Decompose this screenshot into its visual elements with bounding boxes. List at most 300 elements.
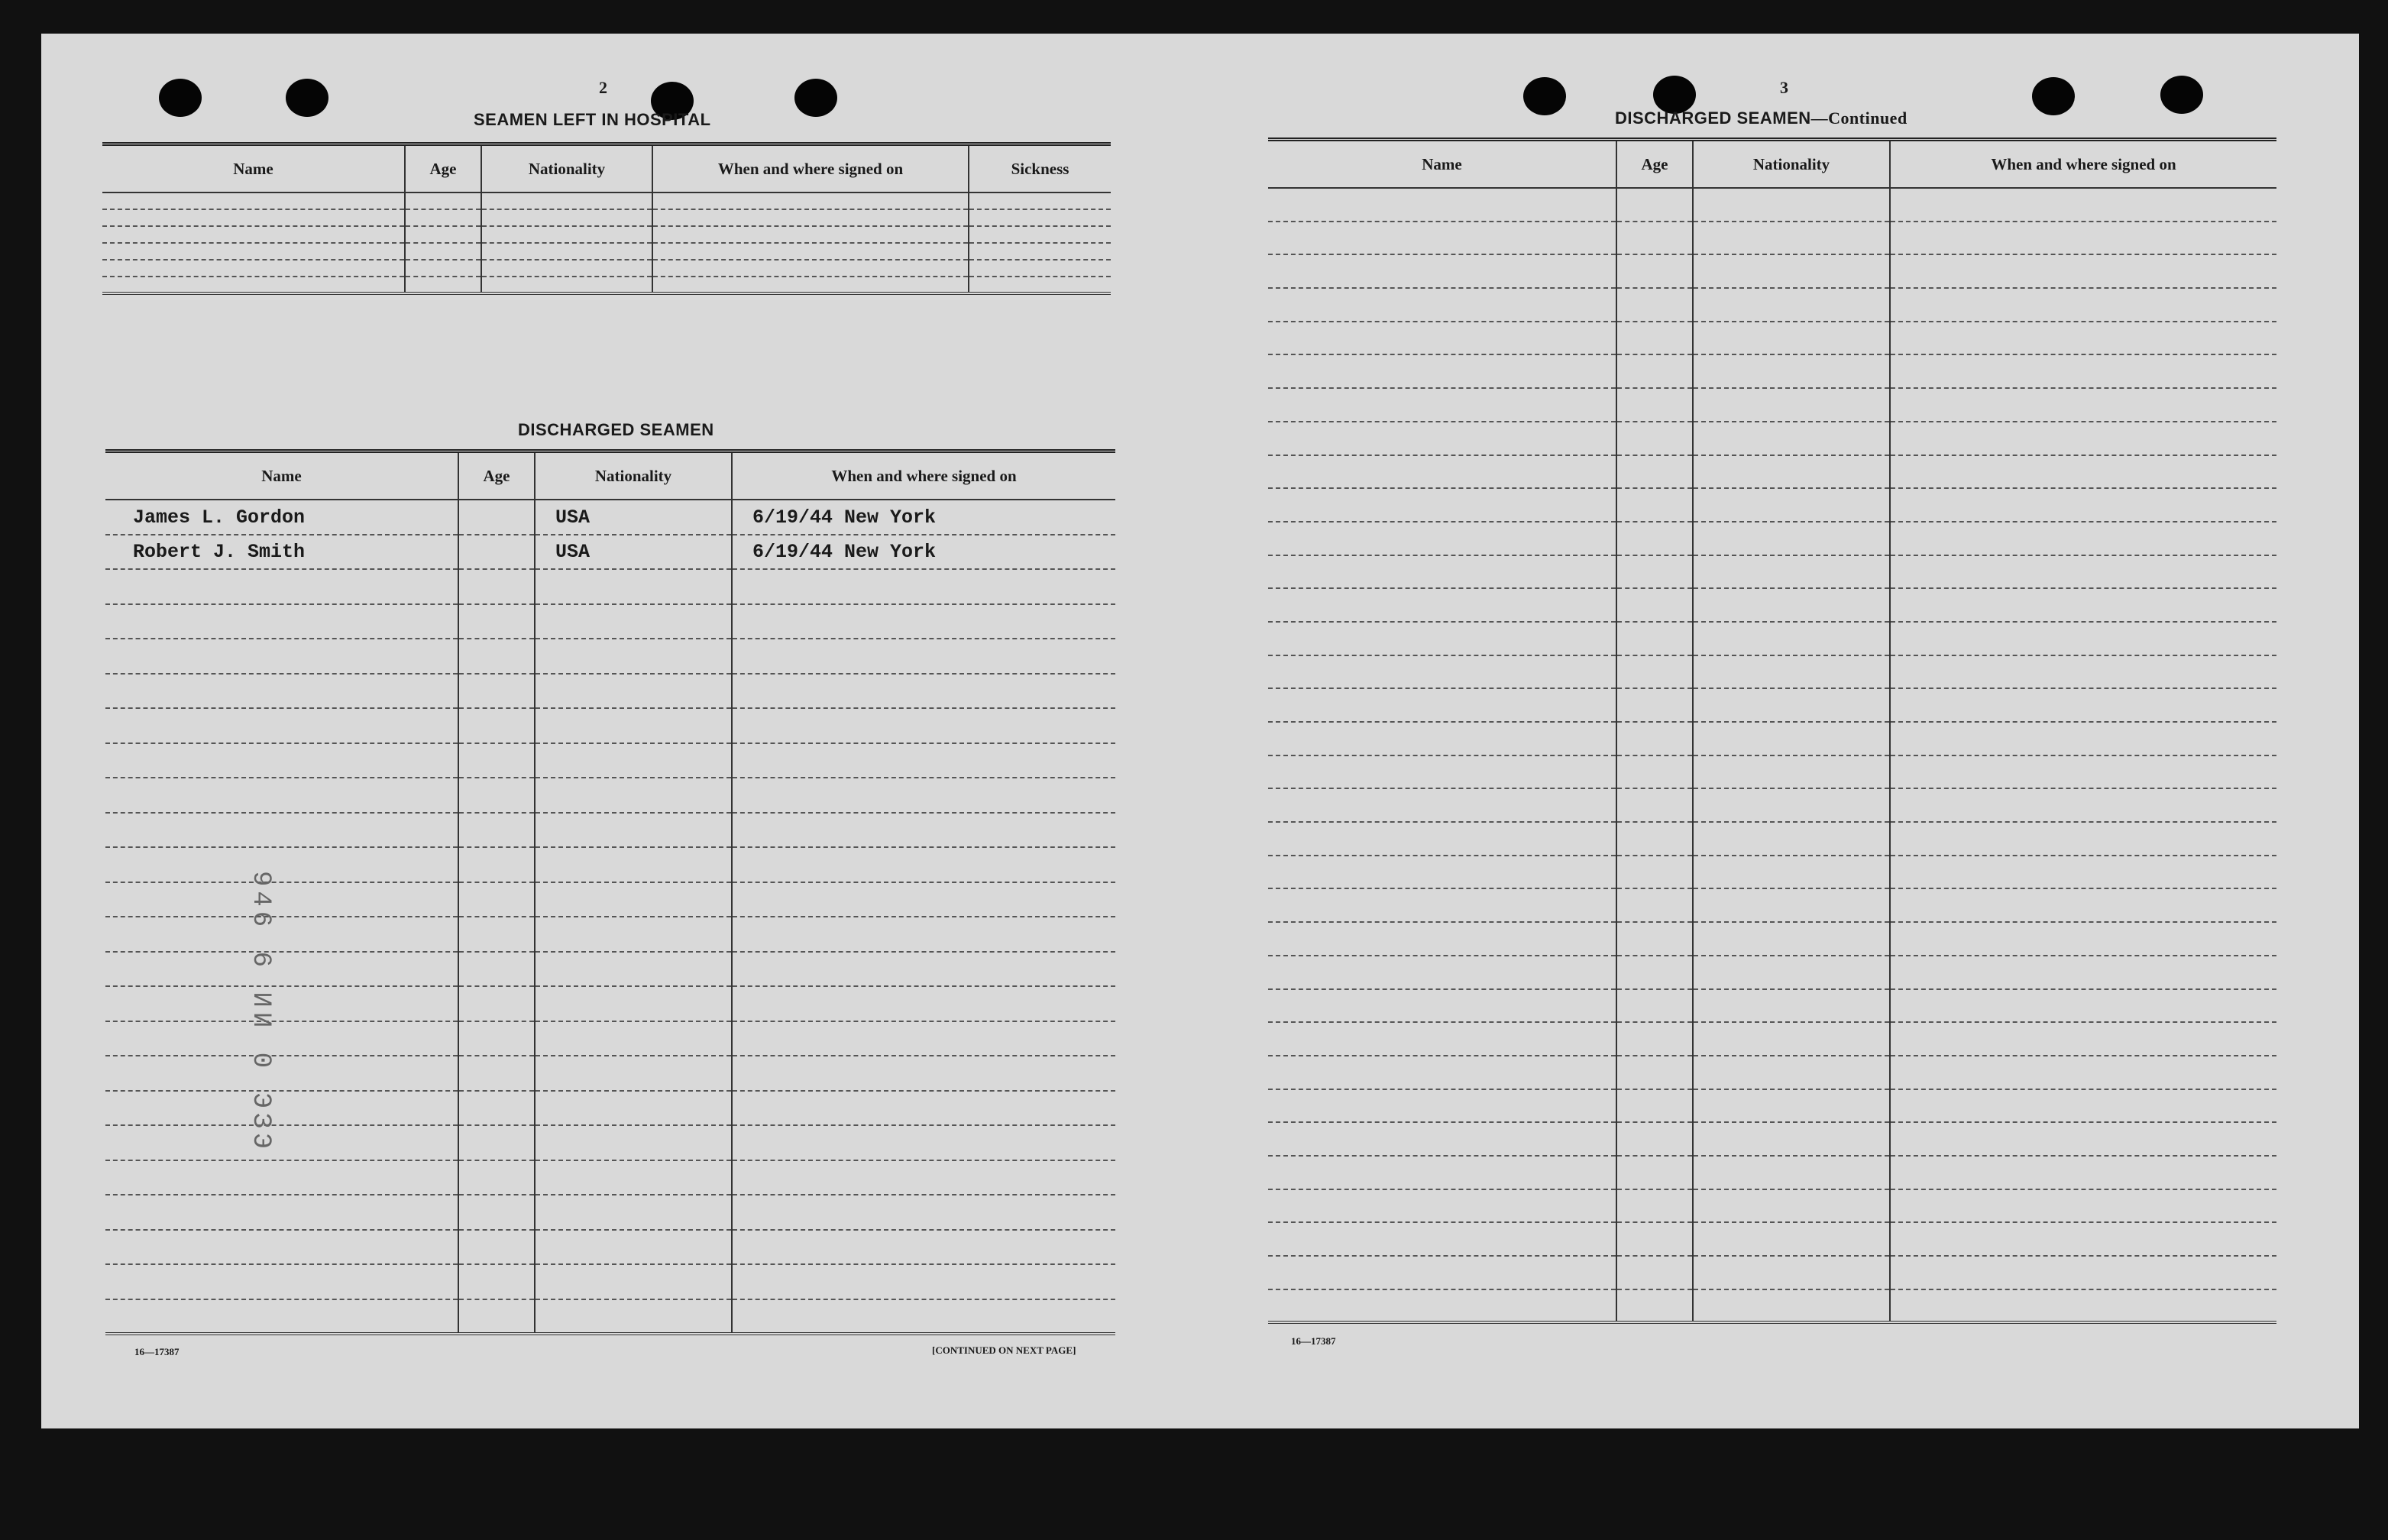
table-cell xyxy=(1268,522,1616,555)
table-cell xyxy=(535,847,732,882)
table-cell xyxy=(732,1125,1115,1160)
table-cell xyxy=(1616,488,1693,522)
table-cell xyxy=(1616,622,1693,655)
table-cell xyxy=(105,1091,458,1126)
table-cell xyxy=(1890,1189,2276,1223)
table-row xyxy=(1268,254,2276,288)
table-cell xyxy=(732,882,1115,917)
table-cell xyxy=(732,1230,1115,1265)
table-cell xyxy=(535,952,732,987)
page-number: 2 xyxy=(599,78,607,97)
punch-hole xyxy=(794,79,837,117)
table-cell xyxy=(732,986,1115,1021)
table-row xyxy=(1268,1289,2276,1323)
column-header: Nationality xyxy=(535,451,732,500)
table-cell xyxy=(458,1160,535,1195)
table-cell xyxy=(1693,1056,1890,1089)
table-row xyxy=(105,500,1115,535)
table-cell xyxy=(969,209,1111,226)
table-cell xyxy=(1268,856,1616,889)
table-cell xyxy=(105,1264,458,1299)
table-row xyxy=(1268,822,2276,856)
table-cell xyxy=(1268,188,1616,222)
table-row xyxy=(105,813,1115,848)
column-header: Sickness xyxy=(969,144,1111,193)
table-cell xyxy=(969,260,1111,277)
table-cell xyxy=(105,1299,458,1335)
table-row xyxy=(1268,1189,2276,1223)
table-cell xyxy=(102,243,405,260)
table-cell xyxy=(732,813,1115,848)
table-cell xyxy=(1693,755,1890,789)
table-row xyxy=(1268,354,2276,388)
table-cell xyxy=(1268,288,1616,322)
page-number: 3 xyxy=(1780,78,1788,97)
table-cell xyxy=(102,192,405,209)
column-header: Name xyxy=(1268,140,1616,189)
table-cell xyxy=(1693,288,1890,322)
table-cell xyxy=(1616,722,1693,755)
table-cell xyxy=(458,500,535,535)
table-cell xyxy=(405,260,481,277)
table-cell: USA xyxy=(535,535,732,570)
table-cell xyxy=(1890,688,2276,722)
table-cell xyxy=(102,209,405,226)
table-row xyxy=(1268,588,2276,622)
table-cell xyxy=(1693,354,1890,388)
table-cell xyxy=(1616,1222,1693,1256)
table-cell xyxy=(1268,688,1616,722)
table-cell xyxy=(1890,788,2276,822)
table-cell xyxy=(732,917,1115,952)
table-cell xyxy=(105,674,458,709)
table-cell xyxy=(1616,888,1693,922)
table-cell xyxy=(1268,622,1616,655)
table-cell xyxy=(1693,388,1890,422)
table-cell xyxy=(105,1230,458,1265)
table-cell xyxy=(1890,1222,2276,1256)
title-main: DISCHARGED SEAMEN xyxy=(1615,108,1811,128)
table-cell xyxy=(1890,555,2276,589)
table-cell xyxy=(732,778,1115,813)
table-cell xyxy=(1890,188,2276,222)
table-cell: James L. Gordon xyxy=(105,500,458,535)
table-cell xyxy=(105,917,458,952)
table-cell xyxy=(535,1299,732,1335)
table-cell xyxy=(1693,488,1890,522)
table-cell xyxy=(1268,588,1616,622)
table-cell xyxy=(1693,322,1890,355)
table-cell xyxy=(1890,254,2276,288)
table-row xyxy=(105,743,1115,778)
table-cell xyxy=(732,1091,1115,1126)
table-cell xyxy=(1268,822,1616,856)
title-suffix: —Continued xyxy=(1810,108,1907,128)
table-cell xyxy=(732,604,1115,639)
table-cell xyxy=(1268,354,1616,388)
table-cell xyxy=(1616,956,1693,989)
table-row xyxy=(105,1264,1115,1299)
table-cell xyxy=(1268,555,1616,589)
table-cell xyxy=(1693,856,1890,889)
table-cell xyxy=(1616,388,1693,422)
table-cell xyxy=(1890,1089,2276,1123)
table-row xyxy=(105,674,1115,709)
table-cell xyxy=(1890,822,2276,856)
table-cell xyxy=(1268,254,1616,288)
table-cell xyxy=(1693,188,1890,222)
table-cell xyxy=(969,192,1111,209)
table-cell xyxy=(535,1160,732,1195)
table-cell xyxy=(732,639,1115,674)
table-row xyxy=(1268,655,2276,689)
table-cell: 6/19/44 New York xyxy=(732,535,1115,570)
table-row xyxy=(1268,555,2276,589)
table-cell xyxy=(535,1230,732,1265)
punch-hole xyxy=(2032,77,2075,115)
table-cell xyxy=(1890,288,2276,322)
table-cell xyxy=(652,260,969,277)
table-cell xyxy=(1890,856,2276,889)
table-cell xyxy=(1693,1289,1890,1323)
table-cell xyxy=(481,192,652,209)
table-cell xyxy=(1693,688,1890,722)
column-header: Age xyxy=(458,451,535,500)
table-cell xyxy=(732,674,1115,709)
table-cell xyxy=(458,1230,535,1265)
table-cell xyxy=(458,1021,535,1056)
table-row xyxy=(102,226,1111,243)
table-cell xyxy=(105,986,458,1021)
table-cell xyxy=(1890,455,2276,489)
table-cell xyxy=(458,569,535,604)
table-cell xyxy=(1616,1156,1693,1189)
table-cell xyxy=(732,1264,1115,1299)
table-cell xyxy=(481,260,652,277)
table-cell xyxy=(535,1195,732,1230)
continued-note: [CONTINUED ON NEXT PAGE] xyxy=(932,1344,1076,1356)
table-cell xyxy=(732,1021,1115,1056)
table-cell xyxy=(105,847,458,882)
table-cell xyxy=(1693,1022,1890,1056)
table-cell xyxy=(1693,555,1890,589)
table-row xyxy=(105,639,1115,674)
table-cell xyxy=(458,882,535,917)
table-cell xyxy=(1268,722,1616,755)
table-cell xyxy=(1616,1056,1693,1089)
table-cell xyxy=(105,604,458,639)
table-cell xyxy=(1268,1156,1616,1189)
table-row xyxy=(1268,1222,2276,1256)
table-cell xyxy=(458,1195,535,1230)
table-row xyxy=(1268,1022,2276,1056)
hospital-section-title: SEAMEN LEFT IN HOSPITAL xyxy=(474,110,711,129)
table-cell xyxy=(105,708,458,743)
table-row xyxy=(105,604,1115,639)
table-cell xyxy=(105,813,458,848)
table-cell xyxy=(1616,254,1693,288)
table-cell xyxy=(1616,1022,1693,1056)
table-row xyxy=(1268,222,2276,255)
table-cell: Robert J. Smith xyxy=(105,535,458,570)
table-cell xyxy=(1616,856,1693,889)
table-row xyxy=(1268,989,2276,1023)
table-row xyxy=(105,778,1115,813)
table-cell xyxy=(969,243,1111,260)
table-cell xyxy=(1616,655,1693,689)
table-cell xyxy=(1268,1289,1616,1323)
table-cell xyxy=(1890,1156,2276,1189)
table-cell xyxy=(1616,588,1693,622)
table-cell xyxy=(481,209,652,226)
table-row xyxy=(1268,488,2276,522)
table-cell xyxy=(1693,655,1890,689)
table-cell xyxy=(535,1056,732,1091)
table-cell xyxy=(732,569,1115,604)
table-cell xyxy=(458,986,535,1021)
table-cell xyxy=(102,226,405,243)
table-cell xyxy=(1616,1089,1693,1123)
table-cell xyxy=(458,917,535,952)
table-row xyxy=(1268,688,2276,722)
column-header: Name xyxy=(105,451,458,500)
table-cell xyxy=(458,813,535,848)
table-cell xyxy=(1693,1156,1890,1189)
table-cell xyxy=(105,1021,458,1056)
table-cell xyxy=(1890,1056,2276,1089)
table-row xyxy=(1268,188,2276,222)
table-row xyxy=(102,277,1111,293)
table-cell xyxy=(458,639,535,674)
table-cell xyxy=(405,243,481,260)
table-cell xyxy=(1890,888,2276,922)
table-cell xyxy=(1616,1189,1693,1223)
table-cell xyxy=(1890,956,2276,989)
table-cell xyxy=(458,604,535,639)
table-cell xyxy=(458,778,535,813)
table-cell xyxy=(652,192,969,209)
table-cell xyxy=(1616,822,1693,856)
table-cell xyxy=(1890,1122,2276,1156)
table-cell xyxy=(1693,455,1890,489)
table-cell xyxy=(105,1056,458,1091)
table-row xyxy=(1268,788,2276,822)
table-cell xyxy=(1268,388,1616,422)
table-cell xyxy=(1268,922,1616,956)
table-cell xyxy=(1268,322,1616,355)
table-row xyxy=(102,260,1111,277)
column-header: Age xyxy=(405,144,481,193)
table-cell xyxy=(1890,354,2276,388)
table-cell xyxy=(535,1091,732,1126)
column-header: Nationality xyxy=(481,144,652,193)
table-cell xyxy=(535,813,732,848)
table-cell xyxy=(535,708,732,743)
table-cell xyxy=(1890,922,2276,956)
column-header: When and where signed on xyxy=(1890,140,2276,189)
table-cell xyxy=(535,1125,732,1160)
table-cell xyxy=(1268,1089,1616,1123)
table-cell xyxy=(1616,1122,1693,1156)
table-cell xyxy=(1616,788,1693,822)
table-cell xyxy=(1268,1222,1616,1256)
table-cell xyxy=(732,1056,1115,1091)
table-cell xyxy=(1616,688,1693,722)
table-cell xyxy=(1693,422,1890,455)
table-cell xyxy=(105,952,458,987)
table-cell xyxy=(1616,354,1693,388)
table-cell xyxy=(1616,522,1693,555)
table-row xyxy=(105,1195,1115,1230)
form-number: 16—17387 xyxy=(134,1346,180,1357)
table-cell xyxy=(1890,989,2276,1023)
table-cell xyxy=(105,639,458,674)
table-row xyxy=(1268,388,2276,422)
table-row xyxy=(1268,455,2276,489)
table-row xyxy=(102,209,1111,226)
table-cell xyxy=(1890,655,2276,689)
table-row xyxy=(102,192,1111,209)
table-cell xyxy=(1268,655,1616,689)
table-cell xyxy=(458,708,535,743)
table-cell xyxy=(458,847,535,882)
table-cell xyxy=(458,1056,535,1091)
table-row xyxy=(1268,1122,2276,1156)
table-row xyxy=(1268,922,2276,956)
table-cell xyxy=(1890,1289,2276,1323)
table-row xyxy=(102,243,1111,260)
discharged-continued-title xyxy=(1615,108,1907,128)
table-cell xyxy=(1693,1189,1890,1223)
table-cell xyxy=(1890,222,2276,255)
column-header: When and where signed on xyxy=(652,144,969,193)
table-cell xyxy=(458,1091,535,1126)
table-cell xyxy=(652,209,969,226)
table-row xyxy=(1268,1156,2276,1189)
table-cell xyxy=(1890,755,2276,789)
table-cell xyxy=(1693,1256,1890,1289)
table-cell xyxy=(1890,722,2276,755)
table-cell xyxy=(405,226,481,243)
punch-hole xyxy=(2160,76,2203,114)
table-row xyxy=(1268,422,2276,455)
table-cell xyxy=(105,743,458,778)
table-cell xyxy=(969,277,1111,293)
table-row xyxy=(1268,722,2276,755)
table-row xyxy=(105,535,1115,570)
table-row xyxy=(1268,888,2276,922)
table-cell xyxy=(1693,822,1890,856)
table-cell xyxy=(1693,1122,1890,1156)
table-cell xyxy=(481,243,652,260)
table-cell xyxy=(1890,622,2276,655)
table-cell xyxy=(732,1160,1115,1195)
table-cell xyxy=(405,277,481,293)
table-cell xyxy=(1616,455,1693,489)
table-cell xyxy=(732,952,1115,987)
table-cell xyxy=(652,277,969,293)
table-cell xyxy=(535,1021,732,1056)
table-row xyxy=(1268,1256,2276,1289)
table-cell xyxy=(458,535,535,570)
table-cell xyxy=(1616,222,1693,255)
table-cell xyxy=(105,778,458,813)
table-row xyxy=(105,1160,1115,1195)
table-cell xyxy=(1616,555,1693,589)
table-cell xyxy=(732,1195,1115,1230)
table-cell xyxy=(1693,722,1890,755)
table-cell xyxy=(535,569,732,604)
date-stamp: 946 6 ИИ 0 ЭЗЭ xyxy=(246,871,275,1153)
table-row xyxy=(1268,622,2276,655)
table-cell xyxy=(458,952,535,987)
table-cell xyxy=(1616,755,1693,789)
table-cell xyxy=(1693,922,1890,956)
table-cell xyxy=(1890,1022,2276,1056)
table-row xyxy=(1268,522,2276,555)
table-cell xyxy=(1268,755,1616,789)
table-cell xyxy=(535,986,732,1021)
table-cell xyxy=(105,1160,458,1195)
table-row xyxy=(1268,1056,2276,1089)
table-cell xyxy=(1693,522,1890,555)
table-cell xyxy=(535,917,732,952)
table-cell xyxy=(1890,522,2276,555)
table-cell xyxy=(1693,254,1890,288)
discharged-continued-table xyxy=(1268,138,2276,1324)
table-cell xyxy=(1693,1222,1890,1256)
discharged-section-title: DISCHARGED SEAMEN xyxy=(518,420,714,439)
column-header: Age xyxy=(1616,140,1693,189)
table-cell xyxy=(732,708,1115,743)
table-cell xyxy=(458,674,535,709)
table-cell xyxy=(405,209,481,226)
table-cell xyxy=(481,226,652,243)
table-cell xyxy=(1693,989,1890,1023)
table-cell xyxy=(458,1125,535,1160)
table-cell xyxy=(535,674,732,709)
table-cell xyxy=(1268,1022,1616,1056)
table-cell xyxy=(1268,888,1616,922)
table-cell xyxy=(1268,422,1616,455)
table-cell xyxy=(1616,922,1693,956)
table-cell xyxy=(1268,455,1616,489)
table-cell xyxy=(105,1195,458,1230)
table-cell xyxy=(481,277,652,293)
table-cell xyxy=(1268,1056,1616,1089)
table-row xyxy=(1268,1089,2276,1123)
table-cell xyxy=(1268,488,1616,522)
table-cell: 6/19/44 New York xyxy=(732,500,1115,535)
table-cell xyxy=(1693,788,1890,822)
table-row xyxy=(105,569,1115,604)
table-cell xyxy=(102,277,405,293)
table-cell xyxy=(1268,222,1616,255)
table-cell xyxy=(1616,1289,1693,1323)
table-cell xyxy=(1693,588,1890,622)
table-cell xyxy=(535,604,732,639)
table-cell xyxy=(1616,188,1693,222)
table-cell xyxy=(1616,322,1693,355)
table-cell xyxy=(1890,488,2276,522)
table-cell xyxy=(732,1299,1115,1335)
table-cell xyxy=(969,226,1111,243)
table-cell xyxy=(732,743,1115,778)
table-cell xyxy=(458,1264,535,1299)
table-cell xyxy=(1693,222,1890,255)
column-header: Nationality xyxy=(1693,140,1890,189)
column-header: When and where signed on xyxy=(732,451,1115,500)
